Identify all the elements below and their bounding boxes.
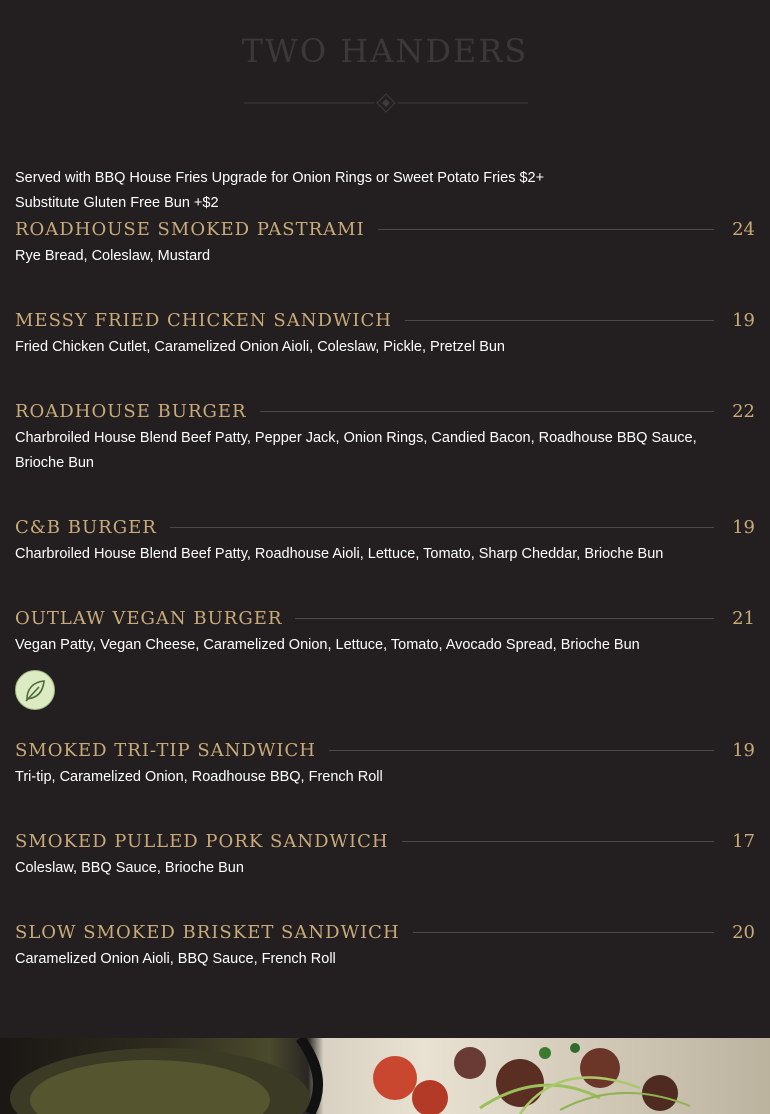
item-price: 21 [732, 607, 755, 629]
item-description: Charbroiled House Blend Beef Patty, Pepper Jack, Onion Rings, Candied Bacon, Roadhouse BBQ Sauce, Brioche Bun [15, 430, 697, 471]
item-name: ROADHOUSE BURGER [15, 400, 247, 422]
menu-item [15, 828, 755, 881]
menu-item [15, 216, 755, 269]
item-leader-line [413, 932, 714, 933]
section-title: TWO HANDERS [241, 32, 529, 70]
intro-line-gluten-free: Substitute Gluten Free Bun +$2 [15, 195, 219, 211]
item-name: OUTLAW VEGAN BURGER [15, 607, 283, 629]
item-name: C&B BURGER [15, 516, 157, 538]
item-price: 17 [732, 830, 755, 852]
item-description: Fried Chicken Cutlet, Caramelized Onion Aioli, Coleslaw, Pickle, Pretzel Bun [15, 339, 505, 355]
item-name: ROADHOUSE SMOKED PASTRAMI [15, 218, 365, 240]
item-price: 19 [732, 739, 755, 761]
vegan-leaf-icon [15, 670, 55, 710]
item-name: SMOKED TRI-TIP SANDWICH [15, 739, 316, 761]
item-description: Rye Bread, Coleslaw, Mustard [15, 248, 211, 264]
menu-item [15, 514, 755, 567]
item-description: Coleslaw, BBQ Sauce, Brioche Bun [15, 860, 244, 876]
item-leader-line [170, 527, 714, 528]
menu-item [15, 919, 755, 972]
item-leader-line [329, 750, 714, 751]
item-price: 19 [732, 309, 755, 331]
item-price: 24 [732, 218, 755, 240]
item-leader-line [295, 618, 714, 619]
item-leader-line [405, 320, 714, 321]
menu-item [15, 307, 755, 360]
item-description: Caramelized Onion Aioli, BBQ Sauce, French Roll [15, 951, 336, 967]
item-price: 19 [732, 516, 755, 538]
ornamental-divider [244, 93, 528, 113]
item-description: Charbroiled House Blend Beef Patty, Roadhouse Aioli, Lettuce, Tomato, Sharp Cheddar, Brioche Bun [15, 546, 664, 562]
item-description: Tri-tip, Caramelized Onion, Roadhouse BBQ, French Roll [15, 769, 383, 785]
item-description: Vegan Patty, Vegan Cheese, Caramelized Onion, Lettuce, Tomato, Avocado Spread, Brioche Bun [15, 637, 640, 653]
item-price: 22 [732, 400, 755, 422]
food-photo [0, 1038, 770, 1114]
menu-item [15, 605, 755, 658]
item-name: SMOKED PULLED PORK SANDWICH [15, 830, 389, 852]
menu-intro [15, 166, 544, 216]
intro-line-fries: Served with BBQ House Fries Upgrade for Onion Rings or Sweet Potato Fries $2+ [15, 170, 545, 186]
item-leader-line [378, 229, 714, 230]
item-name: SLOW SMOKED BRISKET SANDWICH [15, 921, 400, 943]
item-leader-line [260, 411, 715, 412]
item-price: 20 [732, 921, 755, 943]
menu-item [15, 737, 755, 790]
item-leader-line [402, 841, 714, 842]
menu-item [15, 398, 755, 476]
item-name: MESSY FRIED CHICKEN SANDWICH [15, 309, 392, 331]
